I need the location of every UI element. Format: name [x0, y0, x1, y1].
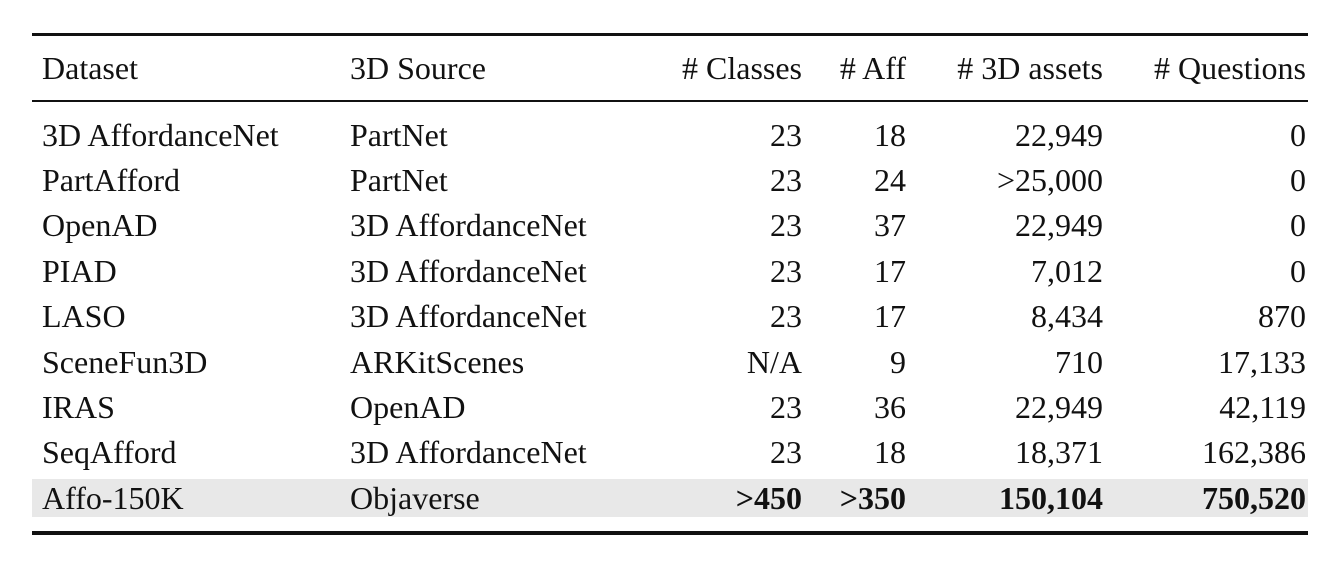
- cell-aff: 18: [874, 116, 906, 153]
- cell-dataset: PIAD: [42, 252, 117, 289]
- cell-dataset: 3D AffordanceNet: [42, 116, 279, 153]
- cell-classes: 23: [770, 207, 802, 244]
- cell-aff: >350: [839, 480, 906, 517]
- cell-questions: 870: [1258, 298, 1306, 335]
- cell-classes: >450: [735, 480, 802, 517]
- table-row: [32, 157, 1308, 202]
- header-3d-assets: # 3D assets: [957, 50, 1103, 86]
- cell-questions: 0: [1290, 162, 1306, 199]
- cell-3d-assets: 710: [1055, 343, 1103, 380]
- cell-questions: 0: [1290, 116, 1306, 153]
- cell-questions: 0: [1290, 207, 1306, 244]
- cell-questions: 162,386: [1202, 434, 1306, 471]
- cell-dataset: IRAS: [42, 389, 115, 426]
- cell-classes: 23: [770, 162, 802, 199]
- cell-aff: 9: [890, 343, 906, 380]
- cell-dataset: LASO: [42, 298, 126, 335]
- header-dataset: Dataset: [42, 50, 138, 86]
- cell-3d-assets: 7,012: [1031, 252, 1103, 289]
- table-body: [32, 102, 1308, 475]
- cell-dataset: SeqAfford: [42, 434, 177, 471]
- cell-3d-assets: 150,104: [999, 480, 1103, 517]
- comparison-table: [32, 33, 1308, 535]
- cell-aff: 36: [874, 389, 906, 426]
- cell-questions: 750,520: [1202, 480, 1306, 517]
- header-questions: # Questions: [1154, 50, 1306, 86]
- cell-3d-assets: 22,949: [1015, 389, 1103, 426]
- cell-aff: 17: [874, 298, 906, 335]
- table-row: [32, 248, 1308, 293]
- cell-dataset: SceneFun3D: [42, 343, 208, 380]
- table-row: [32, 339, 1308, 384]
- cell-dataset: OpenAD: [42, 207, 158, 244]
- cell-questions: 17,133: [1218, 343, 1306, 380]
- cell-dataset: PartAfford: [42, 162, 181, 199]
- cell-aff: 37: [874, 207, 906, 244]
- cell-3d-source: 3D AffordanceNet: [350, 252, 587, 289]
- cell-dataset: Affo-150K: [42, 480, 184, 517]
- cell-3d-source: PartNet: [350, 162, 448, 199]
- cell-aff: 18: [874, 434, 906, 471]
- cell-3d-source: Objaverse: [350, 480, 480, 517]
- header-classes: # Classes: [682, 50, 802, 86]
- table-row: [32, 203, 1308, 248]
- cell-3d-assets: 8,434: [1031, 298, 1103, 335]
- cell-3d-assets: 18,371: [1015, 434, 1103, 471]
- header-aff: # Aff: [839, 50, 906, 86]
- cell-classes: 23: [770, 252, 802, 289]
- cell-3d-assets: >25,000: [996, 162, 1103, 199]
- cell-3d-source: 3D AffordanceNet: [350, 298, 587, 335]
- cell-3d-source: 3D AffordanceNet: [350, 207, 587, 244]
- cell-3d-assets: 22,949: [1015, 207, 1103, 244]
- table-row: [32, 112, 1308, 157]
- cell-classes: 23: [770, 116, 802, 153]
- cell-classes: 23: [770, 434, 802, 471]
- cell-3d-source: 3D AffordanceNet: [350, 434, 587, 471]
- cell-3d-source: OpenAD: [350, 389, 466, 426]
- cell-3d-source: ARKitScenes: [350, 343, 525, 380]
- header-3d-source: 3D Source: [350, 50, 486, 86]
- cell-classes: 23: [770, 298, 802, 335]
- table-row: [32, 430, 1308, 475]
- cell-questions: 0: [1290, 252, 1306, 289]
- table-row: [32, 384, 1308, 429]
- table-row: [32, 294, 1308, 339]
- cell-3d-source: PartNet: [350, 116, 448, 153]
- cell-aff: 24: [874, 162, 906, 199]
- cell-classes: N/A: [746, 343, 802, 380]
- header-row: [32, 36, 1308, 100]
- table-row-highlight: [32, 479, 1308, 517]
- cell-questions: 42,119: [1219, 389, 1306, 426]
- cell-3d-assets: 22,949: [1015, 116, 1103, 153]
- bottom-rule: [32, 531, 1308, 535]
- cell-classes: 23: [770, 389, 802, 426]
- cell-aff: 17: [874, 252, 906, 289]
